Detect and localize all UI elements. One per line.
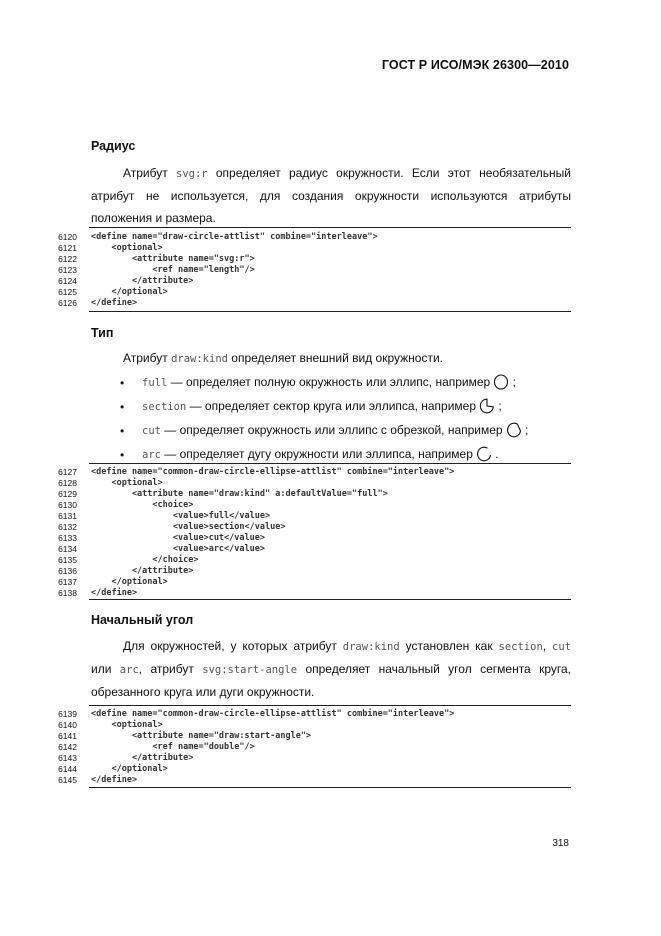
code-text: <value>arc</value> <box>91 544 265 554</box>
bullet-end: ; <box>524 423 529 437</box>
code-text: <ref name="length"/> <box>91 265 255 275</box>
para-code: arc <box>119 664 139 676</box>
para-code: section <box>498 641 543 653</box>
code-text: </attribute> <box>91 753 194 763</box>
code-top-rule <box>89 227 571 228</box>
code-text: <optional> <box>91 243 163 253</box>
code-line <box>55 232 571 243</box>
code-line <box>55 511 571 522</box>
line-number: 6134 <box>58 544 77 554</box>
heading-type: Тип <box>91 326 114 340</box>
full-circle-icon <box>493 374 509 393</box>
code-line <box>55 742 571 753</box>
line-number: 6135 <box>58 555 77 565</box>
line-number: 6140 <box>58 720 77 730</box>
line-number: 6122 <box>58 254 77 264</box>
document-header: ГОСТ Р ИСО/МЭК 26300—2010 <box>381 58 569 72</box>
code-line <box>55 709 571 720</box>
line-number: 6127 <box>58 467 77 477</box>
code-line <box>55 500 571 511</box>
line-number: 6121 <box>58 243 77 253</box>
para-code: draw:kind <box>171 353 228 365</box>
line-number: 6136 <box>58 566 77 576</box>
code-bottom-rule <box>89 787 571 788</box>
heading-start-angle: Начальный угол <box>91 613 194 627</box>
code-line <box>55 533 571 544</box>
line-number: 6120 <box>58 232 77 242</box>
code-text: <attribute name="draw:kind" a:defaultValue="full"> <box>91 489 388 499</box>
para-text: Атрибут <box>123 351 172 365</box>
line-number: 6130 <box>58 500 77 510</box>
bullet-text: — определяет дугу окружности или эллипса, например <box>160 447 473 461</box>
code-line <box>55 243 571 254</box>
bullet-text: — определяет окружность или эллипс с обрезкой, например <box>160 423 503 437</box>
code-text: <value>section</value> <box>91 522 286 532</box>
code-line <box>55 265 571 276</box>
line-number: 6143 <box>58 753 77 763</box>
line-number: 6141 <box>58 731 77 741</box>
code-text: <choice> <box>91 500 194 510</box>
code-line <box>55 588 571 599</box>
code-line <box>55 478 571 489</box>
bullet-code: section <box>142 401 187 413</box>
start-angle-paragraph <box>91 635 571 703</box>
line-number: 6126 <box>58 298 77 308</box>
line-number: 6125 <box>58 287 77 297</box>
line-number: 6129 <box>58 489 77 499</box>
code-line <box>55 566 571 577</box>
code-text: </define> <box>91 775 138 785</box>
code-line <box>55 287 571 298</box>
code-line <box>55 298 571 309</box>
line-number: 6128 <box>58 478 77 488</box>
line-number: 6144 <box>58 764 77 774</box>
bullet-code: cut <box>142 425 161 437</box>
code-line <box>55 489 571 500</box>
code-block-kind <box>55 467 571 599</box>
line-number: 6139 <box>58 709 77 719</box>
para-code: draw:kind <box>342 641 400 653</box>
code-text: <define name="draw-circle-attlist" combine="interleave"> <box>91 232 378 242</box>
bullet-text: — определяет полную окружность или эллипс, например <box>167 375 491 389</box>
code-line <box>55 753 571 764</box>
bullet-section <box>142 398 502 417</box>
line-number: 6133 <box>58 533 77 543</box>
code-line <box>55 276 571 287</box>
code-text: </optional> <box>91 577 168 587</box>
code-text: <define name="common-draw-circle-ellipse-attlist" combine="interleave"> <box>91 709 455 719</box>
para-text: определяет начальный угол сегмента круга, обрезанного круга или дуги окружности. <box>91 662 572 699</box>
code-line <box>55 522 571 533</box>
bullet-end: . <box>495 447 499 461</box>
line-number: 6124 <box>58 276 77 286</box>
para-text: или <box>91 662 120 676</box>
code-line <box>55 764 571 775</box>
bullet-end: ; <box>498 399 502 413</box>
code-text: </define> <box>91 588 138 598</box>
code-text: <define name="common-draw-circle-ellipse-attlist" combine="interleave"> <box>91 467 455 477</box>
radius-paragraph <box>91 162 571 229</box>
bullet-end: ; <box>512 375 516 389</box>
code-bottom-rule <box>89 599 571 600</box>
bullet-marker: • <box>120 424 125 438</box>
code-block-start-angle <box>55 709 571 786</box>
code-line <box>55 577 571 588</box>
code-text: </optional> <box>91 764 168 774</box>
bullet-marker: • <box>120 400 125 414</box>
code-text: <optional> <box>91 720 163 730</box>
bullet-text: — определяет сектор круга или эллипса, например <box>186 399 477 413</box>
code-text: <attribute name="draw:start-angle"> <box>91 731 312 741</box>
code-line <box>55 720 571 731</box>
bullet-code: arc <box>142 449 161 461</box>
code-top-rule <box>89 463 571 464</box>
code-text: </choice> <box>91 555 199 565</box>
code-text: <value>full</value> <box>91 511 271 521</box>
bullet-marker: • <box>120 376 125 390</box>
section-circle-icon <box>479 398 495 417</box>
code-text: <attribute name="svg:r"> <box>91 254 255 264</box>
para-text: определяет радиус окружности. Если этот необязательный атрибут не используется, для создания окружности используются атрибуты положения и размера. <box>91 166 571 225</box>
para-text: , <box>542 639 553 653</box>
para-text: определяет внешний вид окружности. <box>227 351 443 365</box>
cut-circle-icon <box>506 422 522 441</box>
code-line <box>55 544 571 555</box>
code-text: </attribute> <box>91 276 194 286</box>
code-line <box>55 731 571 742</box>
para-text: Для окружностей, у которых атрибут <box>123 639 343 653</box>
code-line <box>55 775 571 786</box>
code-text: <value>cut</value> <box>91 533 265 543</box>
line-number: 6137 <box>58 577 77 587</box>
code-text: <ref name="double"/> <box>91 742 255 752</box>
code-text: </define> <box>91 298 138 308</box>
para-text: установлен как <box>399 639 499 653</box>
line-number: 6132 <box>58 522 77 532</box>
code-text: </attribute> <box>91 566 194 576</box>
para-text: , атрибут <box>138 662 203 676</box>
bullet-cut <box>142 422 528 441</box>
code-text: </optional> <box>91 287 168 297</box>
line-number: 6145 <box>58 775 77 785</box>
code-top-rule <box>89 705 571 706</box>
code-bottom-rule <box>89 311 571 312</box>
para-code: svg:r <box>176 168 208 180</box>
code-line <box>55 467 571 478</box>
line-number: 6131 <box>58 511 77 521</box>
page-number: 318 <box>552 838 569 849</box>
type-intro <box>91 347 571 370</box>
line-number: 6138 <box>58 588 77 598</box>
code-text: <optional> <box>91 478 163 488</box>
para-code: svg:start-angle <box>202 664 298 676</box>
line-number: 6123 <box>58 265 77 275</box>
para-text: Атрибут <box>123 166 176 180</box>
code-line <box>55 555 571 566</box>
code-block-radius <box>55 232 571 309</box>
line-number: 6142 <box>58 742 77 752</box>
heading-radius: Радиус <box>91 139 136 153</box>
para-code: cut <box>552 641 572 653</box>
code-line <box>55 254 571 265</box>
bullet-marker: • <box>120 448 125 462</box>
bullet-code: full <box>142 377 168 389</box>
bullet-full <box>142 374 516 393</box>
